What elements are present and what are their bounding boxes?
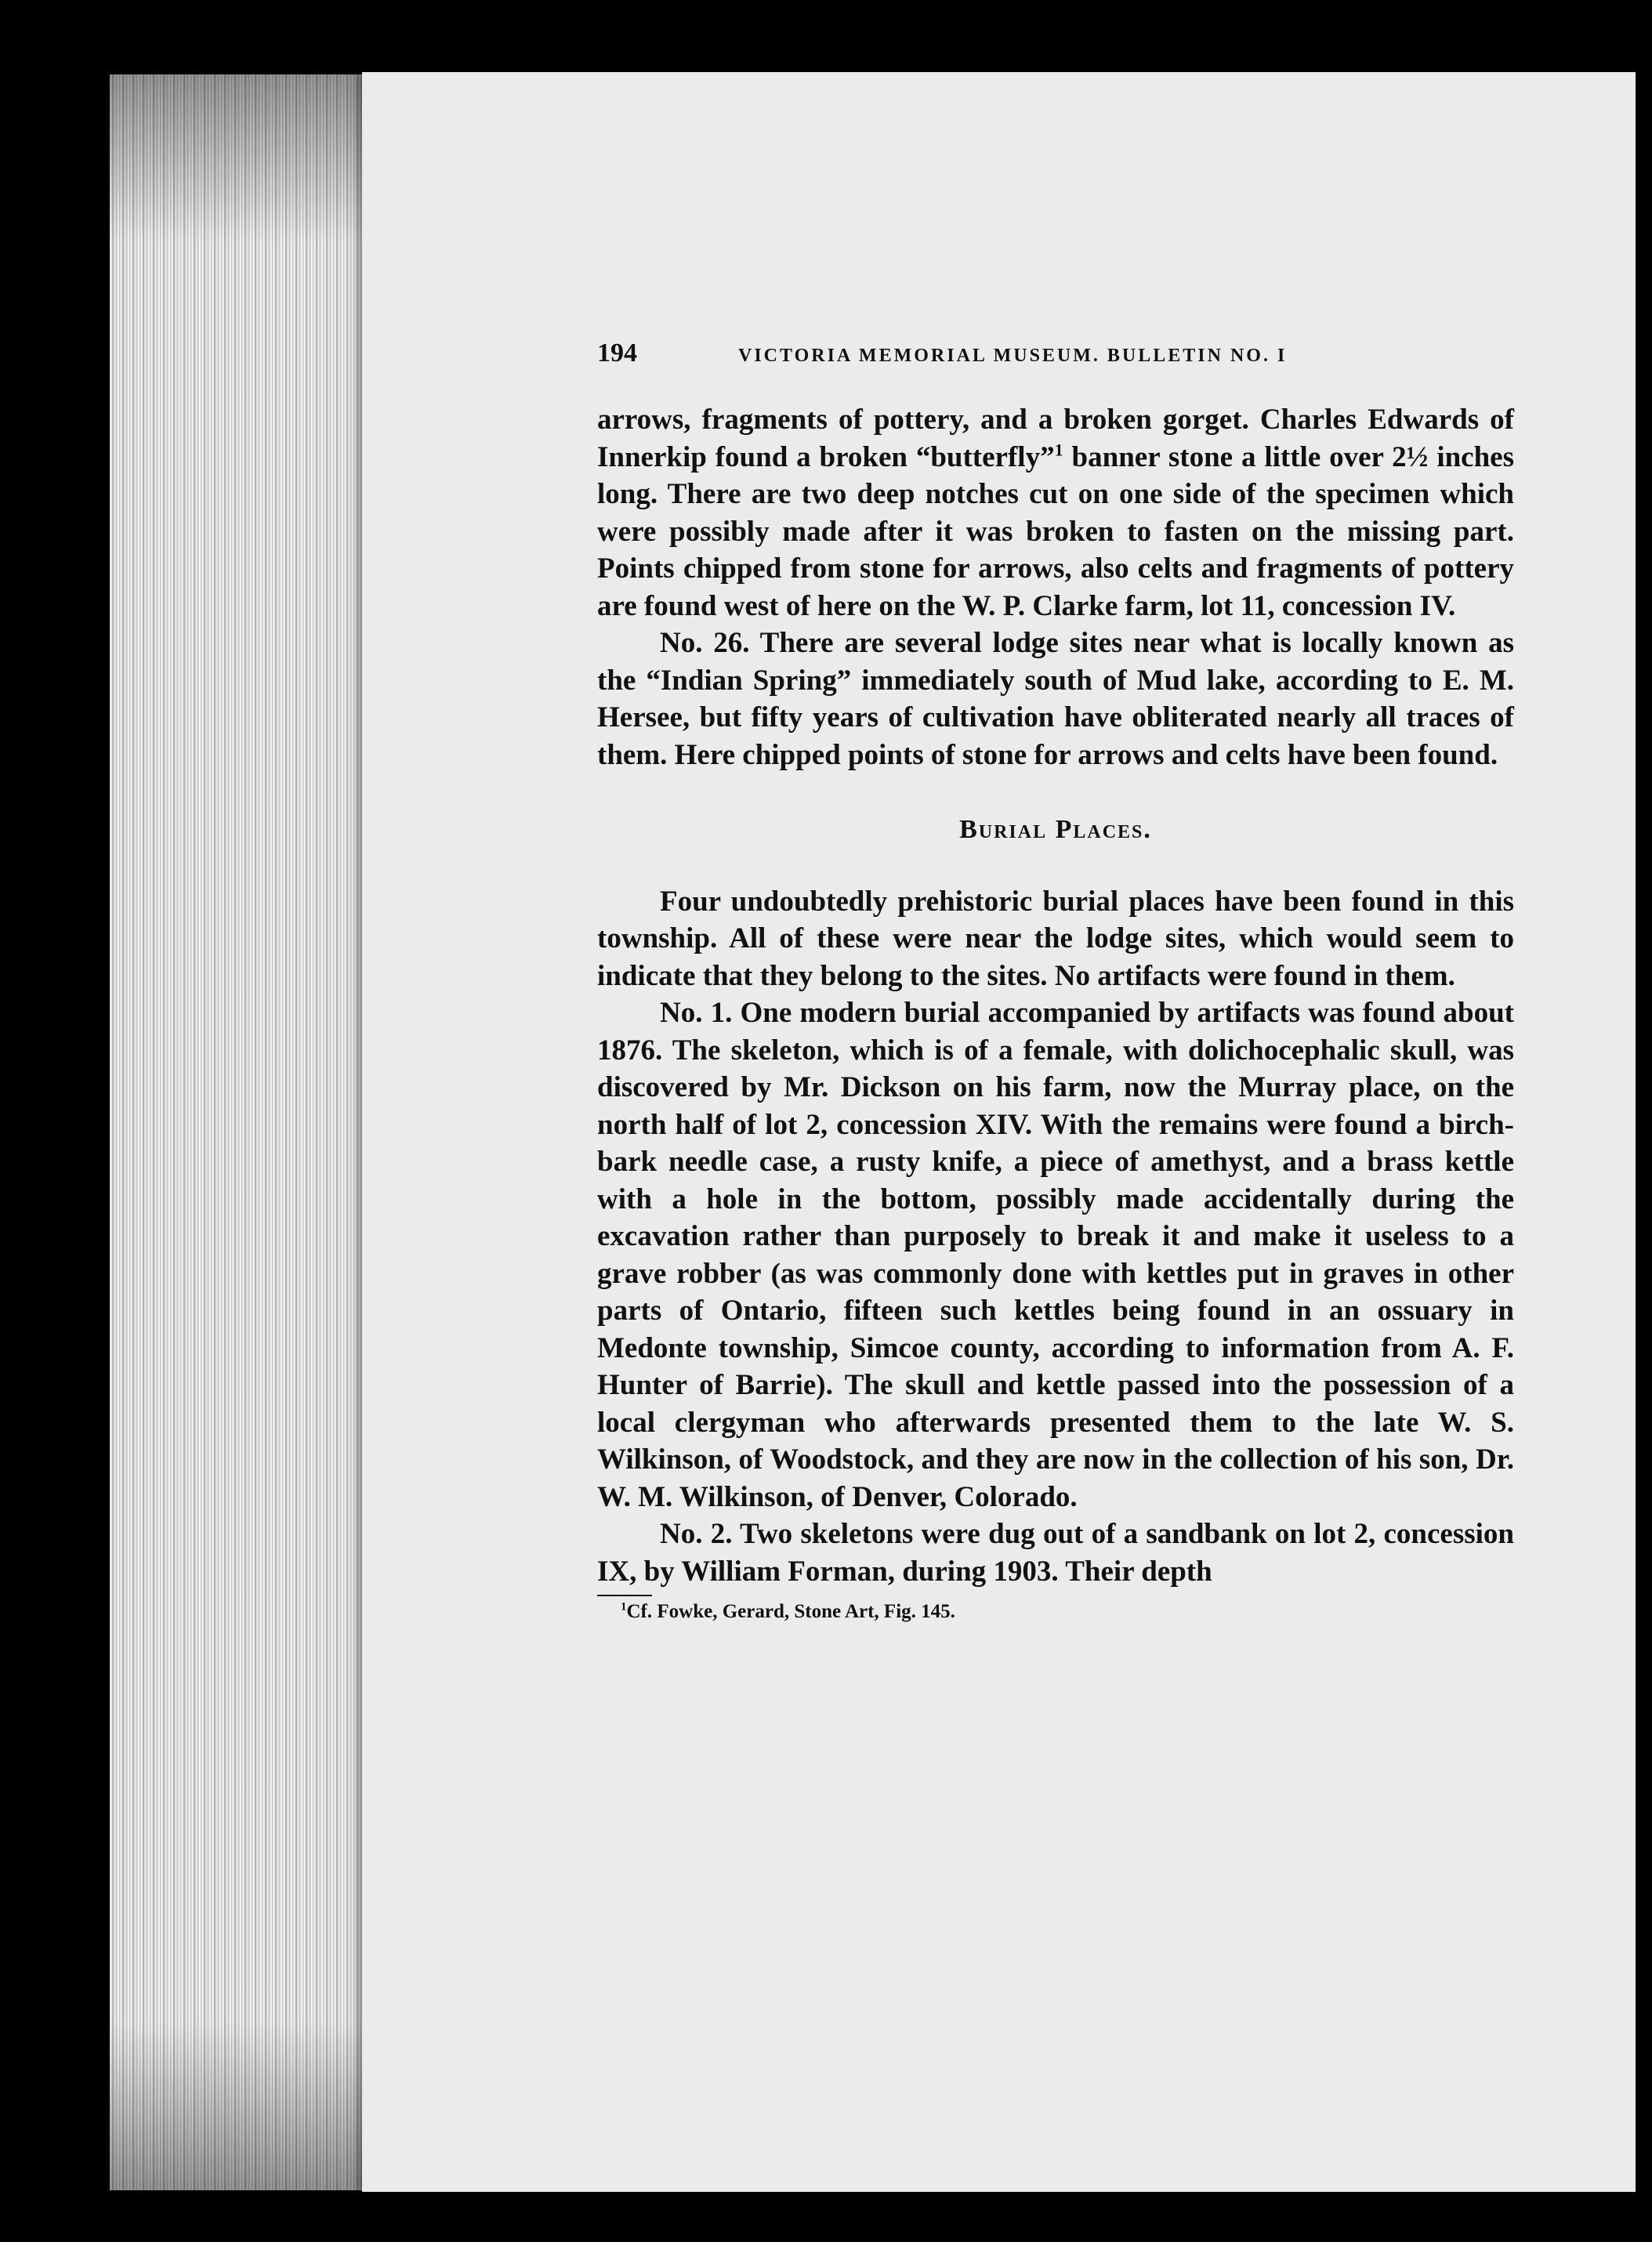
book-page-edges [110,74,368,2190]
paragraph-burial-intro: Four undoubtedly prehistoric burial places have been found in this township. All of these were near the lodge sites, which would seem to indicate that they belong to the sites. No artifacts were found in them. [597,885,1514,992]
page-header [597,339,1514,386]
footnote-mark: 1 [621,1600,627,1614]
paragraph-no-1: No. 1. One modern burial accompanied by artifacts was found about 1876. The skeleton, which is of a female, with dolichocephalic skull, was discovered by Mr. Dickson on his farm, now the Murray place, on the north half of lot 2, concession XIV. With the remains were found a birch-bark needle case, a rusty knife, a piece of amethyst, and a brass kettle with a hole in the bottom, possibly made accidentally during the excavation rather than purposely to break it and make it useless to a grave robber (as was commonly done with kettles put in graves in other parts of Ontario, fifteen such kettles being found in an ossuary in Medonte township, Simcoe county, according to information from A. F. Hunter of Barrie). The skull and kettle passed into the possession of a local clergyman who afterwards presented them to the late W. S. Wilkinson, of Woodstock, and they are now in the collection of his son, Dr. W. M. Wilkinson, of Denver, Colorado. [597,997,1514,1513]
paragraph-continuation [597,401,1514,625]
paragraph-no-26: No. 26. There are several lodge sites near what is locally known as the “Indian Spring” immediately south of Mud lake, according to E. M. Hersee, but fifty years of cultivation have obliterated nearly all traces of them. Here chipped points of stone for arrows and celts have been found. [597,627,1514,771]
paragraph-no-2: No. 2. Two skeletons were dug out of a sandbank on lot 2, concession IX, by William Forman, during 1903. Their depth [597,1518,1514,1588]
running-head: VICTORIA MEMORIAL MUSEUM. BULLETIN NO. I [738,346,1288,366]
footnote-rule [597,1595,652,1596]
body-text [597,401,1514,1590]
page-number: 194 [597,339,637,368]
footnote [597,1601,1514,1623]
paragraph-text: arrows, fragments of pottery, and a broken gorget. Charles Edwards of Innerkip found a broken “butterfly” [597,404,1514,473]
book-page [362,72,1636,2192]
footnote-text: Cf. Fowke, Gerard, Stone Art, Fig. 145. [626,1601,955,1622]
page-content [597,339,1514,1623]
paragraph-text: banner stone a little over 2½ inches long. There are two deep notches cut on one side of the specimen which were possibly made after it was broken to fasten on the missing part. Points chipped from stone for arrows, also celts and fragments of pottery are found west of here on the W. P. Clarke farm, lot 11, concession IV. [597,440,1514,622]
section-heading: Burial Places. [959,815,1152,844]
footnote-reference: 1 [1054,440,1063,460]
